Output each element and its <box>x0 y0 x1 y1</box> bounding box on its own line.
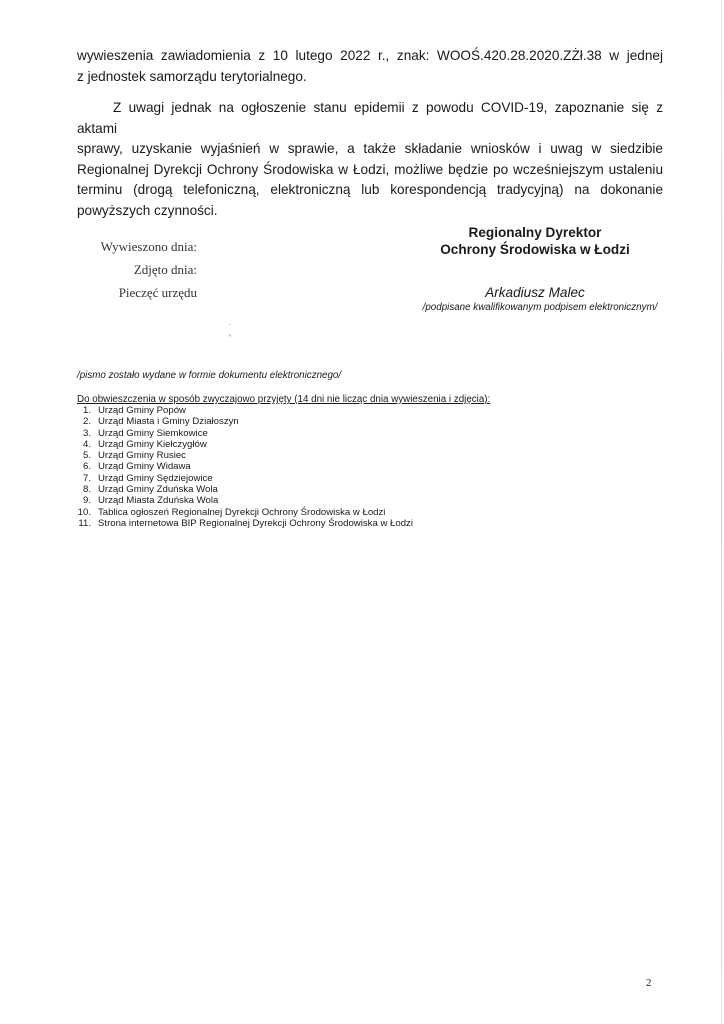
list-item-text: Urząd Gminy Popów <box>98 405 186 416</box>
list-item-number: 8. <box>82 484 91 496</box>
list-item-text: Urząd Gminy Kiełczygłów <box>98 438 207 450</box>
list-item <box>72 428 413 439</box>
list-item-number: 7. <box>82 472 91 484</box>
list-item-text: Strona internetowa BIP Regionalnej Dyrekcji Ochrony Środowiska w Łodzi <box>98 517 413 529</box>
removed-date-label: Zdjęto dnia: <box>133 262 197 277</box>
list-item-text: Urząd Miasta Zduńska Wola <box>98 495 219 507</box>
distribution-header: Do obwieszczenia w sposób zwyczajowo przyjęty (14 dni nie licząc dnia wywieszenia i zdjęcia): <box>77 394 491 405</box>
list-item-number: 3. <box>82 427 91 439</box>
list-item-text: Urząd Gminy Zduńska Wola <box>98 484 218 496</box>
signatory-title-line2: Ochrony Środowiska w Łodzi <box>440 242 630 257</box>
paragraph-line: powyższych czynności. <box>77 202 218 218</box>
list-item <box>72 484 413 495</box>
paragraph-notice-reference <box>77 46 663 87</box>
list-item-text: Urząd Gminy Sędziejowice <box>98 472 213 484</box>
distribution-list <box>72 405 413 529</box>
list-item-number: 6. <box>82 461 91 473</box>
paragraph-line: Z uwagi jednak na ogłoszenie stanu epidemii z powodu COVID-19, zapoznanie się z aktami <box>77 100 663 136</box>
paragraph-line: z jednostek samorządu terytorialnego. <box>77 68 307 84</box>
list-item <box>72 416 413 427</box>
list-item-number: 1. <box>82 405 91 416</box>
list-item <box>72 405 413 416</box>
list-item-number: 9. <box>82 495 91 507</box>
list-item-text: Urząd Miasta i Gminy Działoszyn <box>98 416 239 428</box>
list-item-text: Urząd Gminy Widawa <box>98 461 191 473</box>
list-item-number: 2. <box>82 416 91 428</box>
electronic-signature-note: /podpisane kwalifikowanym podpisem elektronicznym/ <box>422 302 658 313</box>
list-item <box>72 518 413 529</box>
paragraph-line: sprawy, uzyskanie wyjaśnień w sprawie, a także składanie wniosków i uwag w siedzibie <box>77 141 663 156</box>
office-seal-label: Pieczęć urzędu <box>118 285 197 300</box>
paragraph-line: Regionalnej Dyrekcji Ochrony Środowiska w Łodzi, możliwe będzie po wcześniejszym ustaleniu <box>77 161 663 177</box>
list-item <box>72 473 413 484</box>
paragraph-covid-notice <box>77 98 663 221</box>
list-item <box>72 439 413 450</box>
posted-date-label: Wywieszono dnia: <box>100 239 197 254</box>
list-item-number: 4. <box>82 438 91 450</box>
list-item-number: 11. <box>78 517 91 529</box>
list-item <box>72 507 413 518</box>
list-item-text: Tablica ogłoszeń Regionalnej Dyrekcji Ochrony Środowiska w Łodzi <box>98 506 386 518</box>
list-item-number: 5. <box>82 450 91 462</box>
list-item-text: Urząd Gminy Siemkowice <box>98 427 208 439</box>
list-item <box>72 450 413 461</box>
page-number: 2 <box>646 977 652 989</box>
list-item-text: Urząd Gminy Rusiec <box>98 450 186 462</box>
electronic-document-note: /pismo zostało wydane w formie dokumentu elektronicznego/ <box>77 370 342 381</box>
scan-edge <box>721 0 722 1024</box>
list-item <box>72 495 413 506</box>
signatory-title-line1: Regionalny Dyrektor <box>468 225 602 240</box>
list-item <box>72 461 413 472</box>
paragraph-line: terminu (drogą telefoniczną, elektroniczną lub korespondencją tradycyjną) na dokonanie <box>77 182 663 197</box>
paragraph-line: wywieszenia zawiadomienia z 10 lutego 2022 r., znak: WOOŚ.420.28.2020.ZŻł.38 w jednej <box>77 48 663 63</box>
list-item-number: 10. <box>77 506 91 518</box>
signatory-name: Arkadiusz Malec <box>485 285 585 300</box>
scan-speck: ˙ ’ <box>229 323 232 343</box>
